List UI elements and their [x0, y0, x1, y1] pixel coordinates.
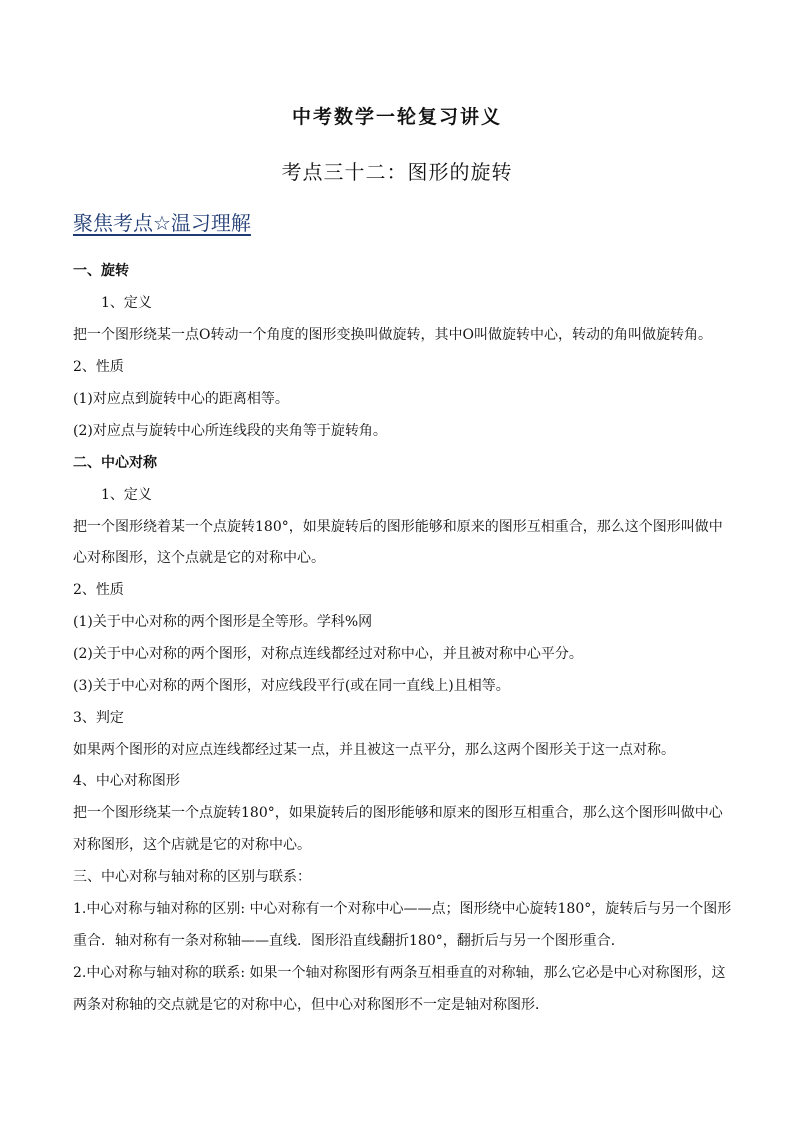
section-heading-rotation: 一、旋转: [73, 263, 129, 279]
paragraph-central-symmetry-definition-line-1: 把一个图形绕着某一个点旋转180°，如果旋转后的图形能够和原来的图形互相重合，那么这个图形叫做中: [73, 519, 723, 535]
rotation-property-2: (2)对应点与旋转中心所连线段的夹角等于旋转角。: [73, 423, 387, 439]
subheading-centrally-symmetric-figure: 4、中心对称图形: [73, 773, 180, 789]
subheading-rotation-properties: 2、性质: [73, 359, 124, 375]
paragraph-difference-line-2: 重合．轴对称有一条对称轴——直线．图形沿直线翻折180°，翻折后与另一个图形重合．: [73, 933, 625, 949]
central-symmetry-property-2: (2)关于中心对称的两个图形，对称点连线都经过对称中心，并且被对称中心平分。: [73, 646, 583, 662]
section-heading-central-symmetry: 二、中心对称: [73, 455, 157, 471]
document-subtitle: 考点三十二：图形的旋转: [281, 160, 513, 184]
paragraph-centrally-symmetric-figure-line-1: 把一个图形绕某一个点旋转180°，如果旋转后的图形能够和原来的图形互相重合，那么这个图形叫做中心: [73, 805, 723, 821]
subheading-central-symmetry-properties: 2、性质: [73, 582, 124, 598]
subheading-central-symmetry-definition: 1、定义: [101, 487, 152, 503]
focus-section-heading: 聚焦考点☆温习理解: [73, 211, 251, 235]
paragraph-criterion: 如果两个图形的对应点连线都经过某一点，并且被这一点平分，那么这两个图形关于这一点对称。: [73, 742, 675, 758]
central-symmetry-property-3: (3)关于中心对称的两个图形，对应线段平行(或在同一直线上)且相等。: [73, 678, 510, 694]
paragraph-connection-line-1: 2.中心对称与轴对称的联系: 如果一个轴对称图形有两条互相垂直的对称轴，那么它必是中心对称图形，这: [73, 965, 726, 981]
subheading-criterion: 3、判定: [73, 710, 124, 726]
section-heading-difference-and-connection: 三、中心对称与轴对称的区别与联系：: [73, 869, 311, 885]
subheading-rotation-definition: 1、定义: [101, 295, 152, 311]
paragraph-central-symmetry-definition-line-2: 心对称图形，这个点就是它的对称中心。: [73, 550, 325, 566]
paragraph-connection-line-2: 两条对称轴的交点就是它的对称中心，但中心对称图形不一定是轴对称图形．: [73, 997, 549, 1013]
paragraph-difference-line-1: 1.中心对称与轴对称的区别: 中心对称有一个对称中心——点；图形绕中心旋转180°，旋转后与另一个图形: [73, 901, 732, 917]
rotation-property-1: (1)对应点到旋转中心的距离相等。: [73, 391, 289, 407]
central-symmetry-property-1: (1)关于中心对称的两个图形是全等形。学科%网: [73, 614, 373, 630]
paragraph-rotation-definition: 把一个图形绕某一点O转动一个角度的图形变换叫做旋转，其中O叫做旋转中心，转动的角叫做旋转角。: [73, 327, 712, 343]
paragraph-centrally-symmetric-figure-line-2: 对称图形，这个店就是它的对称中心。: [73, 837, 311, 853]
document-title: 中考数学一轮复习讲义: [291, 106, 502, 128]
